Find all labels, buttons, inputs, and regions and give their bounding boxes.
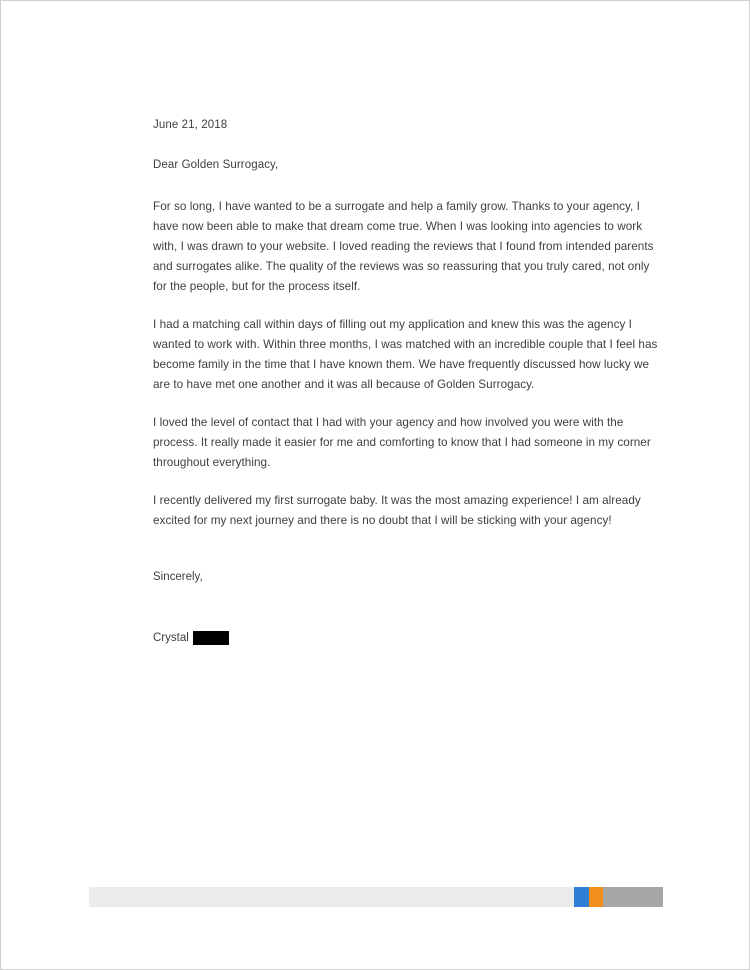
redaction-bar [193, 631, 229, 645]
letter-body [153, 119, 665, 645]
letter-date: June 21, 2018 [153, 119, 228, 131]
letter-closing: Sincerely, [153, 571, 203, 583]
letter-paragraph: For so long, I have wanted to be a surrogate and help a family grow. Thanks to your agency, I have now been able to make that dream come true. When I was looking into agencies to work with, I was drawn to your website. I loved reading the reviews that I found from intended parents and surrogates alike. The quality of the reviews was so reassuring that you truly cared, not only for the people, but for the process itself. [153, 200, 654, 293]
signature-name: Crystal [153, 632, 189, 644]
footer-color-bar [89, 887, 663, 907]
footer-segment-orange [589, 887, 603, 907]
letter-paragraph: I loved the level of contact that I had with your agency and how involved you were with the process. It really made it easier for me and comforting to know that I had someone in my corner throughout everything. [153, 416, 651, 469]
signature-block [153, 631, 665, 645]
footer-segment-gray [603, 887, 663, 907]
footer-segment-light [89, 887, 574, 907]
footer-segment-blue [574, 887, 589, 907]
letter-paragraph: I recently delivered my first surrogate baby. It was the most amazing experience! I am already excited for my next journey and there is no doubt that I will be sticking with your agency! [153, 494, 641, 527]
letter-salutation: Dear Golden Surrogacy, [153, 159, 279, 171]
letter-paragraph: I had a matching call within days of filling out my application and knew this was the agency I wanted to work with. Within three months, I was matched with an incredible couple that I feel has become family in the time that I have known them. We have frequently discussed how lucky we are to have met one another and it was all because of Golden Surrogacy. [153, 318, 658, 391]
